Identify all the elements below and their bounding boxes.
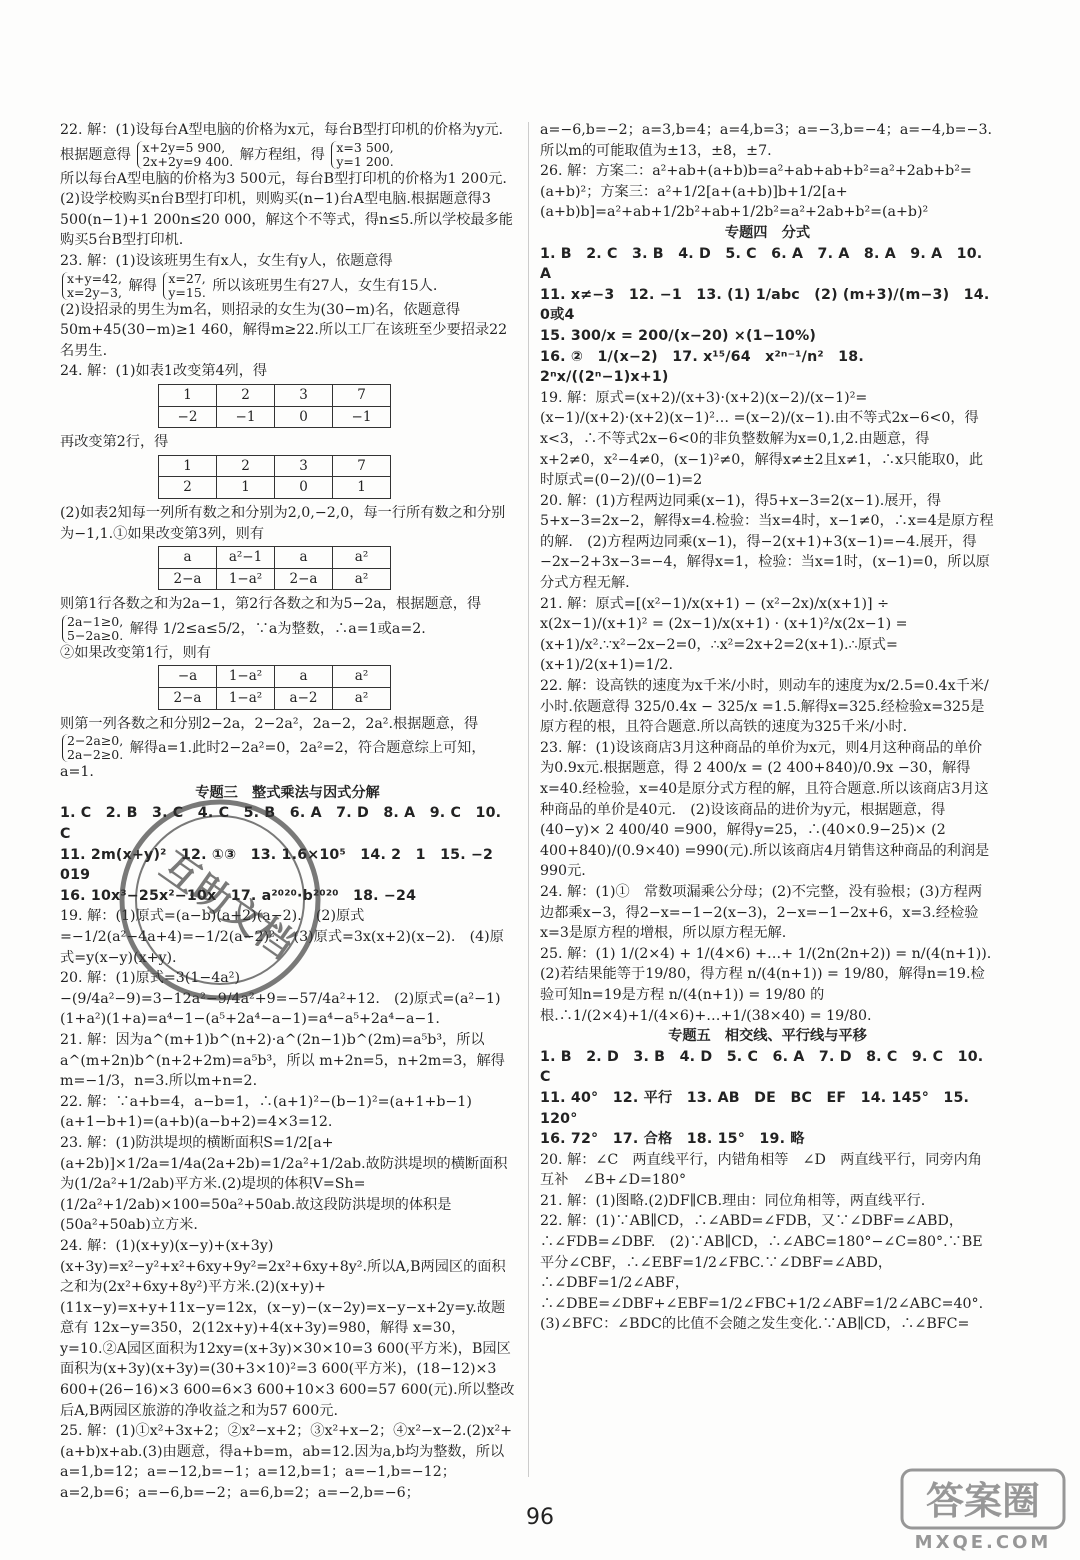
answer-22: 22. 解：(1)∵AB∥CD，∴∠ABD=∠FDB，又∵∠DBF=∠ABD，∴∠FDB=∠DBF. (2)∵AB∥CD，∴∠ABC=180°−∠C=80°.∵BE平分∠CBF，∴∠EBF=1/2∠FBC.∵∠DBF=∠ABD，∴∠DBF=1/2∠ABF，∴∠DBE=∠DBF+∠EBF=1/2∠FBC+1/2∠ABF=1/2∠ABC=40°. (3)∠BFC：∠BDC的比值不会随之发生变化.∵AB∥CD，∴∠BFC= [540, 1213, 998, 1333]
table-cell: a [275, 547, 333, 569]
table-1 [158, 384, 391, 428]
fill-answers-line-2: 16. 72° 17. 合格 18. 15° 19. 略 [540, 1131, 805, 1148]
table-cell: 2 [217, 384, 275, 406]
answer-24-sums-text: 则第1行各数之和为2a−1，第2行各数之和为5−2a，根据题意，得 [60, 596, 482, 613]
eq: x=27, [168, 270, 206, 286]
table-cell: a−2 [275, 688, 333, 710]
table-row [159, 688, 391, 710]
table-row [159, 547, 391, 569]
table-cell: 2 [217, 455, 275, 477]
table-cell: 1 [333, 477, 391, 499]
answer-22: 22. 解：设高铁的速度为x千米/小时，则动车的速度为x/2.5=0.4x千米/小时.依题意得 325/0.4x − 325/x =1.5.解得x=325.经检验x=325是原方程的根，且符合题意.所以高铁的速度为325千米/小时. [540, 678, 989, 736]
answer-24: 24. 解：(1)(x+y)(x−y)+(x+3y)(x+3y)=x²−y²+x²+6xy+9y²=2x²+6xy+8y².所以A,B两园区的面积之和为(2x²+6xy+8y²)平方米.(2)(x+y)+(11x−y)=x+y+11x−y=12x，(x−y)−(x−2y)=x−y−x+2y=y.故题意有 12x−y=350，2(12x+y)+4(x+3y)=980，解得 x=30，y=10.②A园区面积为12xy=(x+3y)×30×10=3 600(平方米)，B园区面积为(x+3y)(x+3y)=(30+3×10)²=3 600(平方米)，(18−12)×3 600+(26−16)×3 600=6×3 600+10×3 600=57 600(元).所以整改后A,B两园区旅游的净收益之和为57 600元. [60, 1237, 515, 1419]
answer-23-lead: 23. 解：(1)设该班男生有x人，女生有y人，依题意得 [60, 252, 393, 269]
table-row [159, 666, 391, 688]
section-title-4: 专题四 分式 [724, 224, 811, 241]
table-cell: a [275, 666, 333, 688]
table-cell: 1−a² [217, 568, 275, 590]
watermark-logo-text: 答案圈 [925, 1479, 1041, 1523]
answer-22-intro: 22. 解：(1)设每台A型电脑的价格为x元，每台B型打印机的价格为y元. [60, 122, 504, 138]
answer-22-part2: (2)设学校购买n台B型打印机，则购买(n−1)台A型电脑.根据题意得3 500(n−1)+1 200n≤20 000，解这个不等式，得n≤5.所以学校最多能购买5台B型打印机. [60, 191, 513, 249]
table-cell: 0 [275, 477, 333, 499]
eq: x+2y=5 900, [142, 139, 226, 155]
table-cell: −a [159, 666, 217, 688]
table-cell: 3 [275, 455, 333, 477]
table-cell: 1 [217, 477, 275, 499]
table-cell: 3 [275, 384, 333, 406]
table-cell: a [159, 547, 217, 569]
answer-24-case2-text: 则第一列各数之和分别2−2a，2−2a²，2a−2，2a².根据题意，得 [60, 715, 479, 732]
table-cell: 2−a [275, 568, 333, 590]
eq: y=1 200. [336, 153, 394, 169]
table-3 [158, 546, 391, 590]
eq: y=15. [168, 284, 206, 300]
seal-glyph-2: 助 [183, 865, 241, 924]
table-cell: a² [333, 568, 391, 590]
eq: x=3 500, [336, 139, 394, 155]
answer-26: 26. 解：方案二：a²+ab+(a+b)b=a²+ab+ab+b²=a²+2ab+b²=(a+b)²；方案三：a²+1/2[a+(a+b)]b+1/2[a+(a+b)b]=a²+ab+1/2b²+ab+1/2b²=a²+2ab+b²=(a+b)² [540, 163, 972, 221]
fill-answers-line-1: 11. x≠−3 12. −1 13. (1) 1/abc (2) (m+3)/(m−3) 14. 0或4 [540, 286, 990, 324]
eq: 2a−2≥0. [67, 747, 124, 763]
answer-23: 23. 解：(1)防洪堤坝的横断面积S=1/2[a+(a+2b)]×1/2a=1/4a(2a+2b)=1/2a²+1/2ab.故防洪堤坝的横断面积为(1/2a²+1/2ab)平方米.(2)堤坝的体积V=Sh=(1/2a²+1/2ab)×100=50a²+50ab.故这段防洪堤坝的体积是(50a²+50ab)立方米. [60, 1134, 508, 1234]
answer-21: 21. 解：因为a^(m+1)b^(n+2)·a^(2n−1)b^(2m)=a⁵b³，所以a^(m+2n)b^(n+2+2m)=a⁵b³，所以 m+2n=5，n+2m=3，解得 m=−1/3，n=3.所以m+n=2. [60, 1031, 505, 1090]
table-cell: 7 [333, 455, 391, 477]
right-column [540, 120, 998, 1335]
table-row [159, 455, 391, 477]
choice-answers-line-1: 1. B 2. C 3. B 4. D 5. C 6. A 7. A 8. A 9. A 10. A [540, 245, 983, 283]
table-cell: −1 [333, 406, 391, 428]
answer-25: 25. 解：(1) 1/(2×4) + 1/(4×6) +…+ 1/(2n(2n+2)) = n/(4(n+1)).(2)若结果能等于19/80，得方程 n/(4(n+1)) = 19/80，解得n=19.检验可知n=19是方程 n/(4(n+1)) = 19/80 的根.∴1/(2×4)+1/(4×6)+…+1/(38×40) = 19/80. [540, 945, 992, 1024]
fill-answers-line-1: 11. 40° 12. 平行 13. AB DE BC EF 14. 145° 15. 120° [540, 1089, 970, 1127]
answer-24-sums [60, 594, 515, 643]
table-row [159, 477, 391, 499]
page-number: 96 [526, 1505, 554, 1530]
table-cell: 1 [159, 384, 217, 406]
table-cell: 2−a [159, 568, 217, 590]
answer-20: 20. 解：∠C 两直线平行，内错角相等 ∠D 两直线平行，同旁内角互补 ∠B+∠D=180° [540, 1151, 982, 1189]
choice-answers-line-2: 11. 2m(x+y)² 12. ①③ 13. 1.6×10⁵ 14. 2 1 15. −2 019 [60, 846, 494, 884]
table-cell: a² [333, 666, 391, 688]
table-4 [158, 665, 391, 709]
table-cell: −2 [159, 406, 217, 428]
answer-24-case2-sums [60, 714, 515, 783]
section-title-5: 专题五 相交线、平行线与平移 [668, 1028, 867, 1045]
answer-25: 25. 解：(1)①x²+3x+2；②x²−x+2；③x²+x−2；④x²−x−2.(2)x²+(a+b)x+ab.(3)由题意，得a+b=m，ab=12.因为a,b均为整数，所以 a=1,b=12；a=−12,b=−1；a=12,b=1；a=−1,b=−12；a=2,b=6；a=−6,b=−2；a=6,b=2；a=−2,b=−6； [60, 1423, 513, 1502]
answer-23-mid: 解得 [128, 277, 157, 294]
fill-answers-line-3: 16. ② 1/(x−2) 17. x¹⁵/64 x²ⁿ⁻¹/n² 18. 2ⁿx/((2ⁿ−1)x+1) [540, 348, 864, 386]
answer-19: 19. 解：原式=(x+2)/(x+3)·(x+2)(x−2)/(x−1)²=(x−1)/(x+2)·(x+2)(x−1)²… =(x−2)/(x−1).由不等式2x−6<0，得x<3，∴不等式2x−6<0的非负整数解为x=0,1,2.由题意，得 x+2≠0，x²−4≠0，(x−1)²≠0，解得x≠±2且x≠1，∴x只能取0，此时原式=(0−2)/(0−1)=2 [540, 389, 984, 489]
table-cell: 0 [275, 406, 333, 428]
watermark-url: MXQE.COM [914, 1532, 1052, 1553]
answer-25-cont: a=−6,b=−2；a=3,b=4；a=4,b=3；a=−3,b=−4；a=−4,b=−3.所以m的可能取值为±13，±8，±7. [540, 122, 992, 159]
choice-answers-line-1: 1. B 2. D 3. B 4. D 5. C 6. A 7. D 8. C 9. C 10. C [540, 1048, 984, 1086]
answer-24-part2: (2)如表2知每一列所有数之和分别为2,0,−2,0，每一行所有数之和分别为−1,1.①如果改变第3列，则有 [60, 504, 506, 542]
eq: 5−2a≥0. [67, 627, 124, 643]
choice-answers-line-1: 1. C 2. B 3. C 4. C 5. B 6. A 7. D 8. A 9. C 10. C [60, 805, 502, 843]
table-row [159, 384, 391, 406]
answer-24-sums-result: 解得 1/2≤a≤5/2，∵a为整数，∴a=1或a=2. [129, 620, 426, 637]
answer-21: 21. 解：(1)图略.(2)DF∥CB.理由：同位角相等，两直线平行. [540, 1192, 926, 1209]
table-cell: 2 [159, 477, 217, 499]
answer-22: 22. 解：∵a+b=4，a−b=1，∴(a+1)²−(b−1)²=(a+1+b−1)(a+1−b+1)=(a+b)(a−b+2)=4×3=12. [60, 1093, 472, 1131]
seal-glyph-3: 文 [214, 887, 272, 945]
answer-24-intro: 24. 解：(1)如表1改变第4列，得 [60, 363, 268, 380]
answer-24-conclusion: 解得a=1.此时2−2a²=0，2a²=2，符合题意综上可知，a=1. [60, 740, 486, 781]
eq: 2x+2y=9 400. [142, 153, 234, 169]
equation-system-3 [62, 272, 122, 300]
table-cell: 1−a² [217, 688, 275, 710]
answer-23-intro [60, 251, 515, 300]
table-row [159, 568, 391, 590]
answer-22-system [60, 141, 515, 169]
answer-21: 21. 解：原式=[(x²−1)/x(x+1) − (x²−2x)/x(x+1)] ÷ x(2x−1)/(x+1)² = (2x−1)/x(x+1) · (x+1)²/x(2x−1) = (x+1)/x².∵x²−2x−2=0，∴x²=2x+2=2(x+1).∴原式=(x+1)/2(x+1)=1/2. [540, 595, 908, 674]
answer-19: 19. 解：(1)原式=(a−b)(a+2)(a−2). (2)原式=−1/2(a²−4a+4)=−1/2(a−2)². (3)原式=3x(x+2)(x−2). (4)原式=y(x−y)(x+y). [60, 908, 504, 966]
seal-glyph-4: 档 [245, 908, 303, 967]
equation-system-1 [137, 141, 233, 169]
section-title-3: 专题三 整式乘法与因式分解 [195, 784, 380, 801]
inequality-system-5 [62, 615, 123, 643]
table-cell: 7 [333, 384, 391, 406]
equation-system-2 [331, 141, 393, 169]
answer-24: 24. 解：(1)① 常数项漏乘公分母；(2)不完整，没有验根；(3)方程两边都乘x−3，得2−x=−1−2(x−3)，2−x=−1−2x+6，x=3.经检验x=3是原方程的增根，所以原方程无解. [540, 883, 983, 942]
table-cell: a² [333, 688, 391, 710]
answer-23-result: 所以该班男生有27人，女生有15人. [212, 277, 438, 294]
answer-22-result: 所以每台A型电脑的价格为3 500元，每台B型打印机的价格为1 200元. [60, 170, 507, 187]
answer-24-case2: ②如果改变第1行，则有 [60, 644, 211, 661]
answer-24-step: 再改变第2行，得 [60, 434, 169, 451]
eq: x+y=42, [67, 270, 122, 286]
column-divider [528, 122, 529, 1477]
seal-stamp [115, 795, 325, 1005]
answer-22-mid: 解方程组，得 [239, 146, 325, 163]
table-2 [158, 455, 391, 499]
choice-answers-line-3: 16. 10x³−25x²−10x 17. a²⁰²⁰·b²⁰²⁰ 18. −24 [60, 887, 417, 904]
seal-glyph-1: 互 [152, 843, 209, 902]
answer-23: 23. 解：(1)设该商店3月这种商品的单价为x元，则4月这种商品的单价为0.9x元.根据题意，得 2 400/x = (2 400+840)/0.9x −30，解得x=40.经检验，x=40是原分式方程的解，且符合题意.所以该商店3月这种商品的单价是40元. (2)设该商品的进价为y元，根据题意，得(40−y)× 2 400/40 =900，解得y=25，∴(40×0.9−25)× (2 400+840)/(0.9×40) =990(元).所以该商店4月销售这种商品的利润是990元. [540, 739, 990, 880]
answer-20: 20. 解：(1)方程两边同乘(x−1)，得5+x−3=2(x−1).展开，得5+x−3=2x−2，解得x=4.检验：当x=4时，x−1≠0，∴x=4是原方程的解. (2)方程两边同乘(x−1)，得−2(x+1)+3(x−1)=−4.展开，得−2x−2+3x−3=−4，解得x=1，检验：当x=1时，(x−1)=0，所以原分式方程无解. [540, 492, 994, 592]
fill-answers-line-2: 15. 300/x = 200/(x−20) ×(1−10%) [540, 327, 817, 344]
answer-23-part2: (2)设招录的男生为m名，则招录的女生为(30−m)名，依题意得50m+45(30−m)≥1 460，解得m≥22.所以工厂在该班至少要招录22名男生. [60, 301, 508, 359]
eq: 2−2a≥0, [67, 733, 124, 749]
answer-20: 20. 解：(1)原式=3(1−4a²)−(9/4a²−9)=3−12a²−9/4a²+9=−57/4a²+12. (2)原式=(a²−1)(1+a²)(1+a)=a⁴−1−(a⁵+2a⁴−a−1)=a⁴−a⁵+2a⁴−a−1. [60, 970, 501, 1028]
table-cell: a² [333, 547, 391, 569]
table-cell: 1−a² [217, 666, 275, 688]
equation-system-4 [163, 272, 205, 300]
table-cell: 2−a [159, 688, 217, 710]
eq: x=2y−3, [67, 284, 122, 300]
answer-22-lead: 根据题意得 [60, 146, 131, 163]
eq: 2a−1≥0, [67, 613, 124, 629]
table-cell: −1 [217, 406, 275, 428]
inequality-system-6 [62, 734, 123, 762]
table-cell: 1 [159, 455, 217, 477]
table-cell: a²−1 [217, 547, 275, 569]
table-row [159, 406, 391, 428]
